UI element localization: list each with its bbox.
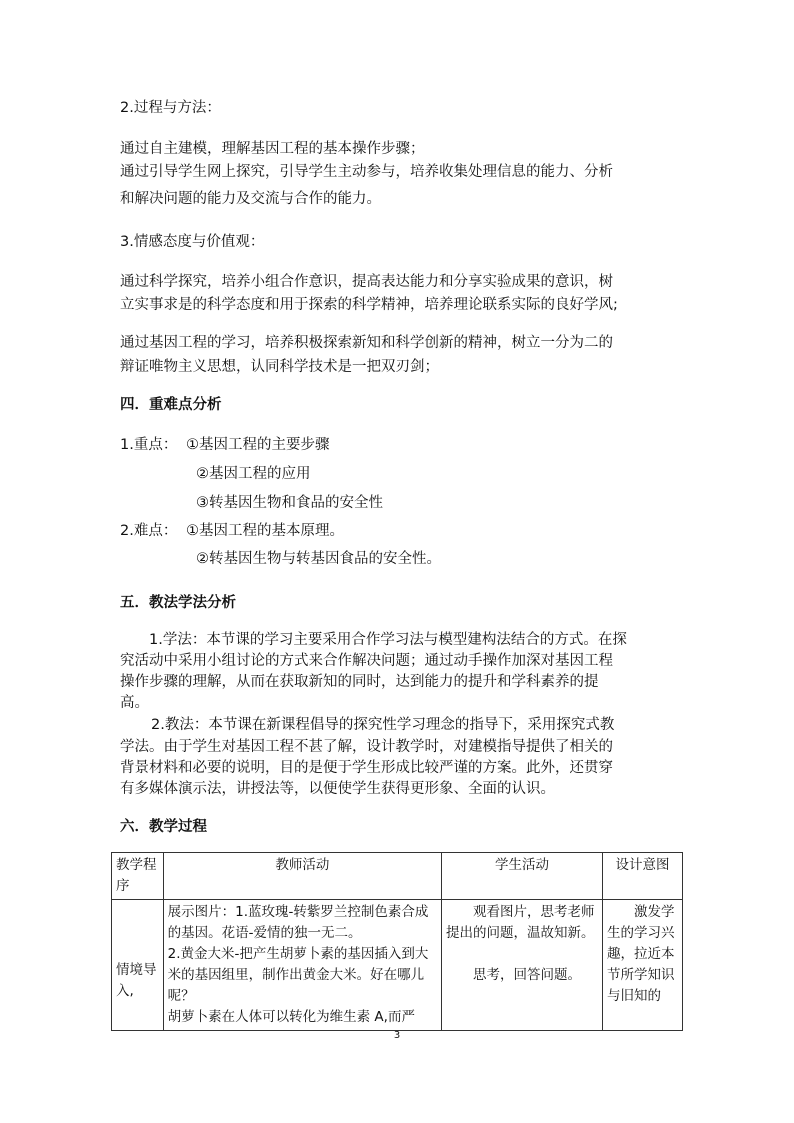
teacher-cell — [163, 900, 441, 1031]
process-methods-heading: 2.过程与方法： — [120, 100, 221, 116]
stage-label: 情境导入, — [116, 962, 157, 999]
paragraph: 通过引导学生网上探究，引导学生主动参与，培养收集处理信息的能力、分析 — [120, 164, 613, 180]
difficulty-item: ②转基因生物与转基因食品的安全性。 — [196, 551, 441, 567]
header-stage: 教学程序 — [112, 853, 164, 900]
key-points-heading: 四．重难点分析 — [120, 397, 222, 413]
key-item: ②基因工程的应用 — [196, 466, 311, 482]
teaching-process-table — [111, 852, 683, 1031]
intent-cell — [603, 900, 683, 1031]
process-heading: 六．教学过程 — [120, 819, 207, 835]
table-header-row — [112, 853, 683, 900]
difficulty-item: ①基因工程的基本原理。 — [186, 523, 344, 539]
teacher-line: 胡萝卜素在人体可以转化为维生素 A,而严 — [167, 1009, 415, 1025]
emotion-heading: 3.情感态度与价值观： — [120, 234, 265, 250]
student-line: 观看图片，思考老师提出的问题，温故知新。 — [446, 904, 595, 941]
paragraph: 学法。由于学生对基因工程不甚了解，设计教学时，对建模指导提供了相关的 — [120, 739, 613, 755]
paragraph: 1.学法：本节课的学习主要采用合作学习法与模型建构法结合的方式。在探 — [149, 632, 627, 648]
header-student: 学生活动 — [442, 853, 603, 900]
paragraph: 背景材料和必要的说明，目的是便于学生形成比较严谨的方案。此外，还贯穿 — [120, 760, 613, 776]
key-item: ①基因工程的主要步骤 — [186, 437, 330, 453]
paragraph: 2.教法：本节课在新课程倡导的探究性学习理念的指导下，采用探究式教 — [151, 717, 615, 733]
key-item: ③转基因生物和食品的安全性 — [196, 495, 383, 511]
paragraph: 有多媒体演示法，讲授法等，以便使学生获得更形象、全面的认识。 — [120, 781, 555, 797]
table-row — [112, 900, 683, 1031]
header-intent: 设计意图 — [603, 853, 683, 900]
key-label: 1.重点： — [120, 437, 178, 453]
methods-heading: 五．教法学法分析 — [120, 595, 236, 611]
stage-cell — [112, 900, 164, 1031]
teacher-line: 2.黄金大米-把产生胡萝卜素的基因插入到大米的基因组里，制作出黄金大米。好在哪儿呢？ — [167, 946, 429, 1004]
student-cell — [442, 900, 603, 1031]
paragraph: 通过科学探究，培养小组合作意识，提高表达能力和分享实验成果的意识，树 — [120, 274, 613, 290]
student-line: 思考，回答问题。 — [473, 967, 582, 983]
paragraph: 究活动中采用小组讨论的方式来合作解决问题；通过动手操作加深对基因工程 — [120, 653, 613, 669]
page-number: 3 — [393, 1030, 401, 1041]
header-teacher: 教师活动 — [163, 853, 441, 900]
paragraph: 立实事求是的科学态度和用于探索的科学精神，培养理论联系实际的良好学风; — [120, 297, 618, 313]
paragraph: 辩证唯物主义思想，认同科学技术是一把双刃剑； — [120, 359, 439, 375]
paragraph: 操作步骤的理解，从而在获取新知的同时，达到能力的提升和学科素养的提 — [120, 674, 599, 690]
paragraph: 和解决问题的能力及交流与合作的能力。 — [120, 191, 381, 207]
teacher-line: 展示图片：1.蓝玫瑰-转紫罗兰控制色素合成的基因。花语-爱情的独一无二。 — [167, 904, 429, 941]
paragraph: 通过自主建模，理解基因工程的基本操作步骤； — [120, 141, 425, 157]
intent-text: 激发学生的学习兴趣，拉近本节所学知识与旧知的 — [607, 904, 675, 1004]
difficulty-label: 2.难点： — [120, 523, 178, 539]
paragraph: 高。 — [120, 695, 149, 711]
paragraph: 通过基因工程的学习，培养积极探索新知和科学创新的精神，树立一分为二的 — [120, 335, 613, 351]
